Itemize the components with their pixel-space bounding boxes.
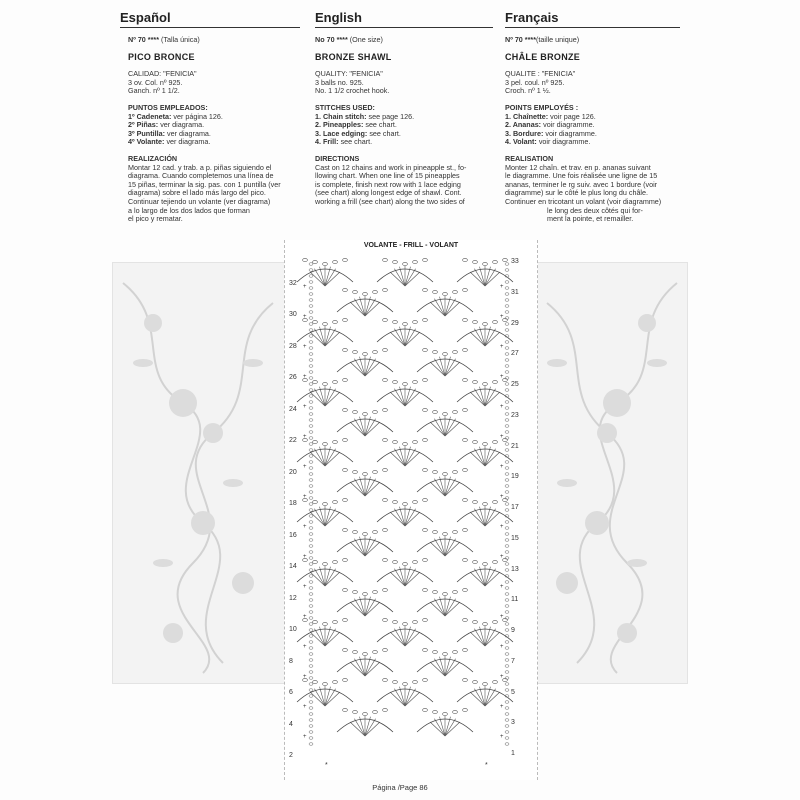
- chart-row-number-right: 31: [511, 288, 519, 296]
- floral-panel-right: [536, 262, 688, 684]
- chart-row-number-left: 20: [289, 468, 297, 476]
- material-line: No. 1 1/2 crochet hook.: [315, 86, 390, 96]
- svg-text:+: +: [500, 284, 504, 290]
- svg-text:+: +: [500, 584, 504, 590]
- chart-title: VOLANTE - FRILL - VOLANT: [363, 242, 459, 249]
- chart-row-number-right: 13: [511, 565, 519, 573]
- chart-row-number-right: 25: [511, 381, 519, 388]
- svg-text:+: +: [303, 404, 307, 410]
- svg-text:+: +: [303, 434, 307, 440]
- chart-row-number-right: 15: [511, 534, 519, 542]
- column-english: [315, 36, 495, 207]
- chart-row-number-left: 6: [289, 689, 293, 697]
- svg-text:+: +: [500, 644, 504, 650]
- stitch-item: 1º Cadeneta: ver página 126.: [128, 111, 223, 121]
- svg-text:+: +: [303, 614, 307, 620]
- svg-text:+: +: [303, 734, 307, 740]
- stitch-item: 4. Frill: see chart.: [315, 137, 373, 147]
- directions-text: Montar 12 cad. y trab. a p. piñas siguiendo el diagrama. Cuando completemos una línea de 15 piñas, terminar la sig. pas. con 1 puntilla (ver diagrama) sobre el lado más largo del pico. Continuar tejiendo un volante (ver diagrama) a lo largo de los dos lados que forman el pico y rematar.: [128, 162, 281, 224]
- svg-text:+: +: [500, 434, 504, 440]
- svg-text:+: +: [303, 524, 307, 530]
- pattern-ref: Nº 70 ****(taille unique): [505, 35, 580, 44]
- stitch-item: 3. Bordure: voir diagramme.: [505, 128, 597, 138]
- directions-heading: REALISATION: [505, 153, 554, 163]
- chart-row-number-right: 3: [511, 719, 515, 727]
- chart-row-number-right: 5: [511, 688, 515, 696]
- stitch-item: 4. Volant: voir diagramme.: [505, 137, 591, 147]
- svg-text:+: +: [500, 554, 504, 560]
- stitch-item: 3. Lace edging: see chart.: [315, 128, 401, 138]
- stitch-item: 2. Pineapples: see chart.: [315, 120, 397, 130]
- pattern-ref: No 70 **** (One size): [315, 35, 383, 44]
- chart-symbols-icon: [285, 240, 537, 780]
- chart-row-number-right: 7: [511, 657, 515, 665]
- chart-row-number-right: 27: [511, 350, 519, 358]
- chart-row-number-left: 14: [289, 563, 297, 571]
- header-english: English: [315, 10, 362, 25]
- chart-star-marker: *: [325, 762, 328, 769]
- svg-text:+: +: [500, 734, 504, 740]
- chart-row-number-right: 9: [511, 627, 515, 634]
- pattern-ref: Nº 70 **** (Talla única): [128, 35, 200, 44]
- svg-text:+: +: [303, 344, 307, 350]
- material-line: Croch. nº 1 ½.: [505, 86, 551, 96]
- chart-row-number-right: 17: [511, 504, 519, 511]
- directions-heading: DIRECTIONS: [315, 153, 360, 163]
- svg-text:+: +: [500, 314, 504, 320]
- crochet-chart: [284, 240, 538, 780]
- stitch-item: 1. Chaînette: voir page 126.: [505, 111, 596, 121]
- svg-text:+: +: [500, 704, 504, 710]
- directions-text: Cast on 12 chains and work in pineapple st., fo- llowing chart. When one line of 15 pineapples is complete, finish next row with 1 lace edging (see chart) along longest edge of shawl. Cont. working a frill (see chart) along the two sides of: [315, 162, 467, 206]
- header-rule-espanol: [120, 27, 300, 28]
- material-line: 3 balls no. 925.: [315, 77, 364, 87]
- material-line: QUALITY: "FENICIA": [315, 69, 383, 79]
- svg-text:+: +: [303, 674, 307, 680]
- chart-row-number-right: 23: [511, 411, 519, 419]
- pattern-title: PICO BRONCE: [128, 51, 195, 62]
- svg-text:+: +: [303, 374, 307, 380]
- material-line: CALIDAD: "FENICIA": [128, 69, 197, 79]
- chart-row-number-right: 1: [511, 750, 515, 757]
- header-rule-francais: [505, 27, 680, 28]
- chart-row-number-left: 22: [289, 437, 297, 445]
- header-espanol: Español: [120, 10, 171, 25]
- svg-text:+: +: [500, 374, 504, 380]
- stitches-heading: STITCHES USED:: [315, 102, 375, 112]
- stitches-heading: PUNTOS EMPLEADOS:: [128, 102, 208, 112]
- stitch-item: 3º Puntilla: ver diagrama.: [128, 128, 211, 138]
- svg-text:+: +: [500, 464, 504, 470]
- chart-row-number-left: 10: [289, 626, 297, 634]
- svg-text:+: +: [303, 494, 307, 500]
- header-francais: Français: [505, 10, 559, 25]
- stitch-item: 2º Piñas: ver diagrama.: [128, 120, 205, 130]
- material-line: 3 pel. coul. nº 925.: [505, 77, 565, 87]
- chart-star-marker: *: [485, 762, 488, 769]
- stitches-heading: POINTS EMPLOYÉS :: [505, 102, 579, 112]
- chart-row-number-left: 12: [289, 594, 297, 602]
- chart-row-number-right: 21: [511, 442, 519, 450]
- pattern-title: CHÂLE BRONZE: [505, 51, 581, 62]
- material-line: 3 ov. Col. nº 925.: [128, 77, 183, 87]
- floral-panel-left: [112, 262, 286, 684]
- floral-pattern-left-icon: [113, 263, 285, 683]
- chart-row-number-right: 33: [511, 258, 519, 265]
- svg-text:+: +: [500, 494, 504, 500]
- svg-text:+: +: [303, 584, 307, 590]
- column-espanol: [128, 36, 306, 224]
- header-rule-english: [315, 27, 493, 28]
- chart-row-number-left: 8: [289, 657, 293, 665]
- directions-text: Monter 12 chaîn. et trav. en p. ananas suivant le diagramme. Une fois réalisée une ligne de 15 ananas, terminer le rg suiv. avec 1 bordure (voir diagramme) sur le côté le plus long du châle. Continuer en tricotant un volant (voir diagramme) le long des deux côtés qui for- ment la pointe, et remailler.: [505, 162, 662, 224]
- chart-row-number-left: 28: [289, 342, 297, 350]
- svg-text:+: +: [500, 614, 504, 620]
- svg-text:+: +: [500, 674, 504, 680]
- chart-row-number-left: 24: [289, 405, 297, 413]
- svg-text:+: +: [303, 314, 307, 320]
- svg-text:+: +: [500, 344, 504, 350]
- svg-text:+: +: [303, 554, 307, 560]
- chart-row-number-left: 4: [289, 720, 293, 728]
- chart-row-number-right: 11: [511, 596, 519, 604]
- svg-text:+: +: [500, 404, 504, 410]
- stitch-item: 4º Volante: ver diagrama.: [128, 137, 211, 147]
- svg-text:+: +: [303, 284, 307, 290]
- chart-row-number-left: 32: [289, 280, 297, 287]
- chart-row-number-left: 26: [289, 374, 297, 382]
- material-line: Ganch. nº 1 1/2.: [128, 86, 180, 96]
- page-footer: Página /Page 86: [372, 783, 428, 792]
- chart-row-number-left: 18: [289, 500, 297, 508]
- floral-pattern-right-icon: [537, 263, 687, 683]
- directions-heading: REALIZACIÓN: [128, 153, 178, 163]
- material-line: QUALITE : "FENICIA": [505, 69, 576, 79]
- svg-text:+: +: [303, 704, 307, 710]
- svg-text:+: +: [500, 524, 504, 530]
- pattern-title: BRONZE SHAWL: [315, 51, 392, 62]
- chart-row-number-left: 2: [289, 752, 293, 759]
- chart-row-number-left: 30: [289, 311, 297, 319]
- stitch-item: 2. Ananas: voir diagramme.: [505, 120, 595, 130]
- stitch-item: 1. Chain stitch: see page 126.: [315, 111, 415, 121]
- svg-text:+: +: [303, 464, 307, 470]
- chart-row-number-right: 19: [511, 473, 519, 481]
- column-francais: [505, 36, 685, 224]
- chart-row-number-left: 16: [289, 531, 297, 539]
- chart-row-number-right: 29: [511, 319, 519, 327]
- svg-text:+: +: [303, 644, 307, 650]
